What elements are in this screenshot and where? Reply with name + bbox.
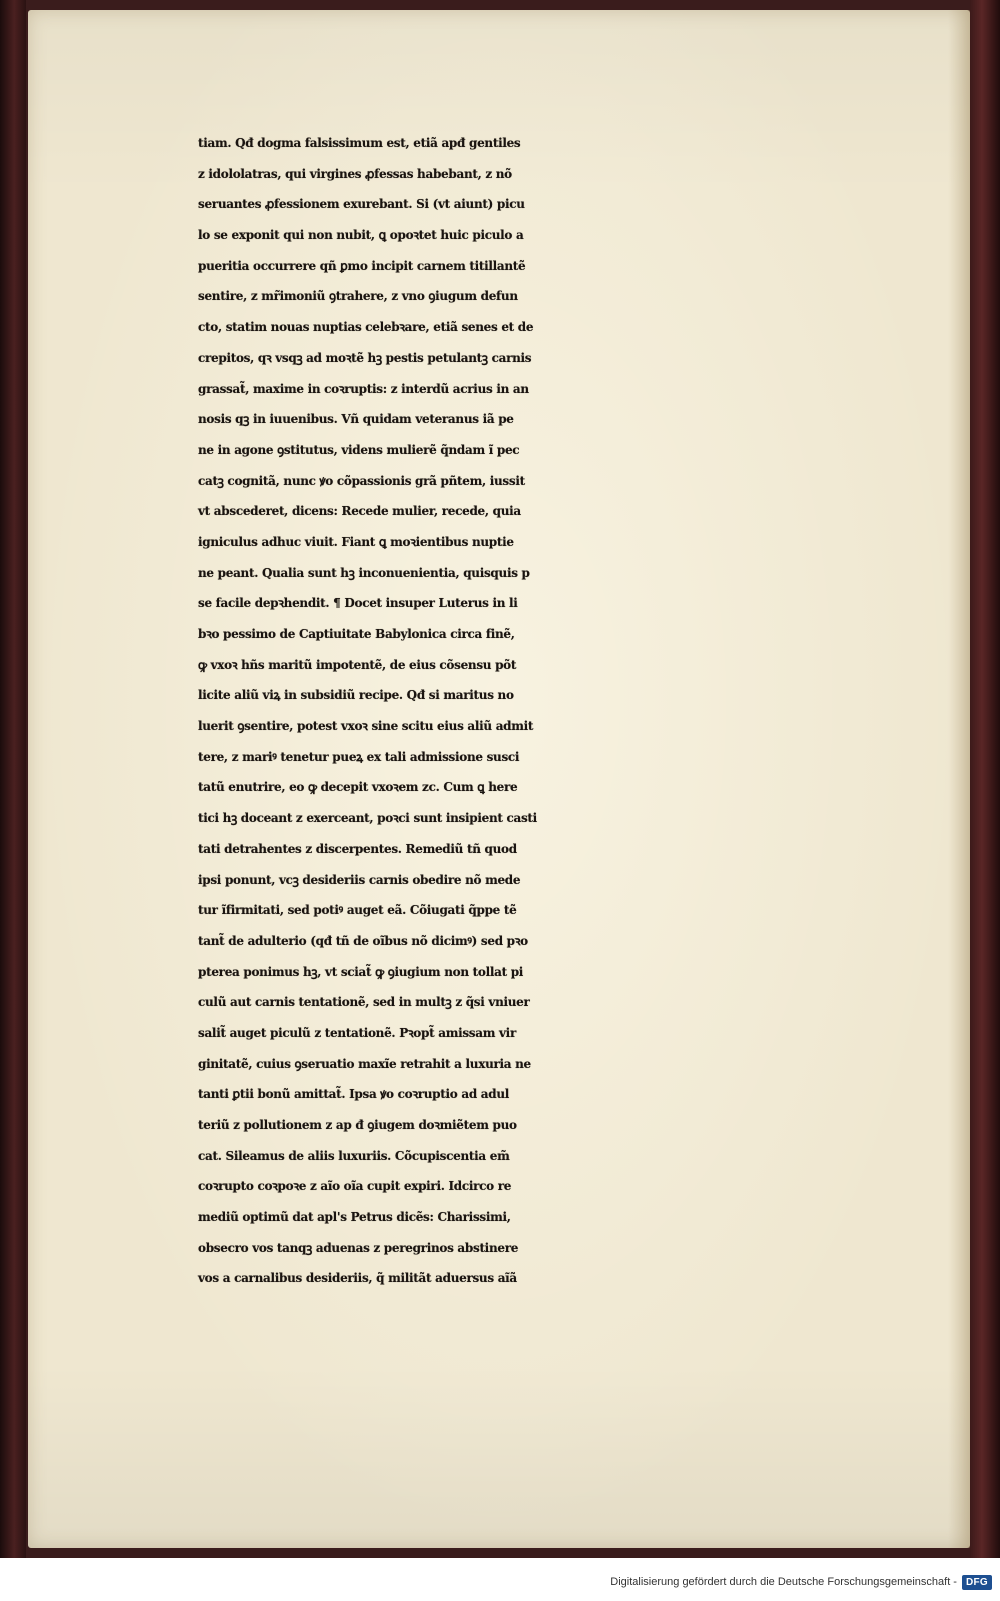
footer-credit <box>0 1570 1000 1594</box>
text-line: sentire, z mr̃imoniũ ꝯtrahere, z vno ꝯiugum defun <box>198 289 518 304</box>
text-line: tatũ enutrire, eo ꝙ decepit vxoꝛem zc. Cum ꝗ here <box>198 780 518 795</box>
text-line: ne peant. Qualia sunt hꝫ inconuenientia, quisquis p <box>198 565 530 580</box>
text-line: z idololatras, qui virgines ꝓfessas habebant, z nõ <box>198 166 512 181</box>
text-line: pueritia occurrere qñ ꝑmo incipit carnem titillantẽ <box>198 258 526 273</box>
text-line: crepitos, qꝛ vsqꝫ ad moꝛtẽ hꝫ pestis petulantꝫ carnis <box>198 350 532 365</box>
text-line: tanti ꝑtii bonũ amittat̃. Ipsa ꝟo coꝛruptio ad adul <box>198 1087 510 1102</box>
text-line: tere, z mariꝰ tenetur pueꝝ ex tali admissione susci <box>198 749 520 764</box>
text-line: ne in agone ꝯstitutus, videns mulierẽ q̃ndam ĩ pec <box>198 442 520 457</box>
text-line: luerit ꝯsentire, potest vxoꝛ sine scitu eius aliũ admit <box>198 719 534 734</box>
text-line: igniculus adhuc viuit. Fiant ꝗ moꝛientibus nuptie <box>198 534 514 549</box>
text-line: nosis qꝫ in iuuenibus. Vñ quidam veteranus iã pe <box>198 412 514 427</box>
page-gutter-shade <box>948 10 970 1548</box>
text-line: coꝛrupto coꝛpoꝛe z aĩo oĩa cupit expiri. Idcirco re <box>198 1179 512 1194</box>
text-line: licite aliũ viꝝ in subsidiũ recipe. Qđ si maritus no <box>198 688 514 703</box>
book-page <box>28 10 970 1548</box>
text-line: tiam. Qđ dogma falsissimum est, etiã apđ gentiles <box>198 136 521 150</box>
text-line: cat. Sileamus de aliis luxuriis. Cõcupiscentia em̃ <box>198 1148 510 1163</box>
text-line: grassat̃, maxime in coꝛruptis: z interdũ acrius in an <box>198 381 529 396</box>
text-line: pterea ponimus hꝫ, vt sciat̃ ꝙ ꝯiugium non tollat pi <box>198 964 524 979</box>
text-line: se facile depꝛhendit. ¶ Docet insuper Luterus in li <box>198 596 518 611</box>
text-line: catꝫ cognitã, nunc ꝟo cõpassionis grã pñtem, iussit <box>198 473 525 488</box>
text-line: culũ aut carnis tentationẽ, sed in multꝫ z q̃si vniuer <box>198 995 530 1010</box>
text-block <box>198 128 918 1294</box>
text-line: tant̃ de adulterio (qđ tñ de oĩbus nõ dicimꝰ) sed pꝛo <box>198 933 528 948</box>
text-line: lo se exponit qui non nubit, ꝗ opoꝛtet huic piculo a <box>198 228 524 243</box>
text-line: vt abscederet, dicens: Recede mulier, recede, quia <box>198 504 521 519</box>
text-line: salit̃ auget piculũ z tentationẽ. Pꝛopt̃ amissam vir <box>198 1025 516 1040</box>
text-line: obsecro vos tanqꝫ aduenas z peregrinos abstinere <box>198 1240 519 1255</box>
text-line: tici hꝫ doceant z exerceant, poꝛci sunt insipient casti <box>198 811 537 826</box>
dfg-logo: DFG <box>962 1575 992 1590</box>
text-line: ginitatẽ, cuius ꝯseruatio maxĩe retrahit a luxuria ne <box>198 1056 531 1071</box>
text-line: bꝛo pessimo de Captiuitate Babylonica circa finẽ, <box>198 627 515 641</box>
text-line: ipsi ponunt, vcꝫ desideriis carnis obedire nõ mede <box>198 872 521 887</box>
text-line: tur ĩfirmitati, sed potiꝰ auget eã. Cõiugati q̃ppe tẽ <box>198 903 517 918</box>
footer-credit-text: Digitalisierung gefördert durch die Deutsche Forschungsgemeinschaft - <box>610 1576 957 1588</box>
text-line: ꝙ vxoꝛ hñs maritũ impotentẽ, de eius cõsensu põt <box>198 657 517 672</box>
text-line: teriũ z pollutionem z ap đ ꝯiugem doꝛmiẽtem puo <box>198 1118 517 1132</box>
text-line: mediũ optimũ dat apl's Petrus dicẽs: Charissimi, <box>198 1210 511 1225</box>
cover-edge <box>970 0 1000 1558</box>
text-line: seruantes ꝓfessionem exurebant. Si (vt aiunt) picu <box>198 197 525 212</box>
text-line: tati detrahentes z discerpentes. Remediũ tñ quod <box>198 841 517 856</box>
binding-edge <box>0 0 26 1558</box>
text-line: cto, statim nouas nuptias celebꝛare, etiã senes et de <box>198 320 534 335</box>
text-line: vos a carnalibus desideriis, q̃ militãt aduersus aĩã <box>198 1271 517 1286</box>
